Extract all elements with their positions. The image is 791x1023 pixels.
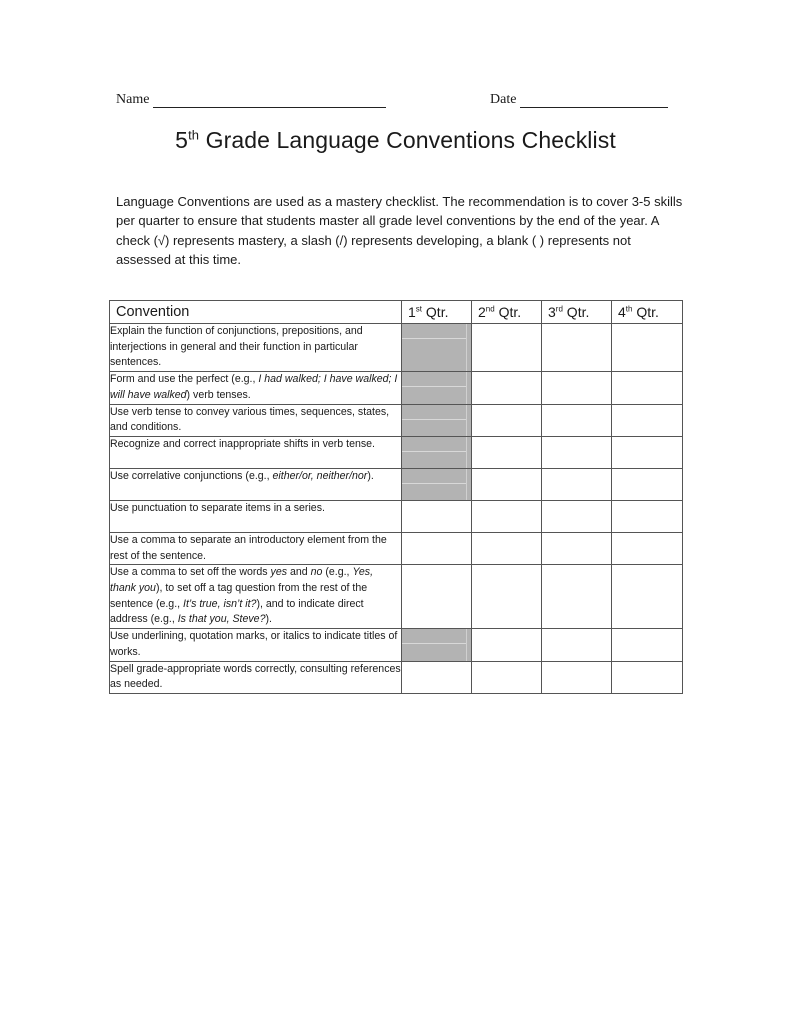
convention-cell (110, 372, 402, 404)
quarter-4-mark-cell[interactable] (612, 629, 683, 661)
quarter-4-mark-cell[interactable] (612, 468, 683, 500)
date-field[interactable] (490, 92, 668, 108)
table-row (110, 661, 683, 693)
convention-cell (110, 661, 402, 693)
quarter-2-mark-cell[interactable] (472, 532, 542, 564)
quarter-header-4 (612, 301, 683, 324)
table-row (110, 532, 683, 564)
convention-cell (110, 324, 402, 372)
quarter-4-mark-cell[interactable] (612, 532, 683, 564)
title-grade-suffix: th (188, 127, 200, 143)
table-body (110, 324, 683, 694)
quarter-2-mark-cell[interactable] (472, 372, 542, 404)
quarter-4-mark-cell[interactable] (612, 661, 683, 693)
convention-text: Use underlining, quotation marks, or italics to indicate titles of works. (110, 630, 398, 659)
quarter-1-mark-cell[interactable] (402, 661, 472, 693)
convention-text: Spell grade-appropriate words correctly, consulting references as needed. (110, 662, 401, 691)
quarter-3-mark-cell[interactable] (542, 629, 612, 661)
quarter-2-mark-cell[interactable] (472, 629, 542, 661)
convention-example-text: either/or, neither/nor (272, 469, 368, 482)
convention-text: Use a comma to separate an introductory element from the rest of the sentence. (110, 533, 387, 562)
quarter-4-mark-cell[interactable] (612, 372, 683, 404)
quarter-header-3 (542, 301, 612, 324)
convention-text: Recognize and correct inappropriate shifts in verb tense. (110, 437, 375, 450)
convention-header: Convention (110, 301, 402, 324)
convention-cell (110, 468, 402, 500)
quarter-2-mark-cell[interactable] (472, 565, 542, 629)
quarter-2-mark-cell[interactable] (472, 661, 542, 693)
quarter-1-mark-cell[interactable] (402, 436, 472, 468)
quarter-1-mark-cell[interactable] (402, 565, 472, 629)
quarter-label: Qtr. (562, 304, 590, 320)
convention-text: Use a comma to set off the words (110, 566, 271, 579)
quarter-number: 3 (548, 304, 556, 320)
quarter-3-mark-cell[interactable] (542, 661, 612, 693)
quarter-1-mark-cell[interactable] (402, 500, 472, 532)
quarter-3-mark-cell[interactable] (542, 500, 612, 532)
table-row (110, 468, 683, 500)
quarter-4-mark-cell[interactable] (612, 436, 683, 468)
convention-example-text: Yes, thank you (110, 566, 374, 595)
conventions-table (109, 300, 683, 694)
quarter-number: 2 (478, 304, 486, 320)
quarter-3-mark-cell[interactable] (542, 324, 612, 372)
quarter-4-mark-cell[interactable] (612, 565, 683, 629)
convention-text: Use punctuation to separate items in a series. (110, 501, 325, 514)
name-label: Name (116, 92, 150, 107)
table-row (110, 404, 683, 436)
quarter-number: 1 (408, 304, 416, 320)
convention-text: ), to set off a tag question from the rest of the sentence (e.g., (110, 582, 368, 610)
date-label: Date (490, 92, 517, 107)
table-row (110, 372, 683, 404)
convention-text: Explain the function of conjunctions, prepositions, and interjections in general and their function in particular sentences. (110, 325, 363, 369)
quarter-4-mark-cell[interactable] (612, 500, 683, 532)
quarter-label: Qtr. (632, 304, 659, 320)
convention-text: (e.g., (322, 566, 353, 579)
convention-example-text: Is that you, Steve? (177, 613, 266, 626)
title-text: Grade Language Conventions Checklist (205, 127, 616, 153)
table-row (110, 565, 683, 629)
quarter-1-mark-cell[interactable] (402, 404, 472, 436)
title-grade-number: 5 (175, 127, 189, 153)
quarter-ordinal-suffix: rd (555, 304, 563, 314)
quarter-1-mark-cell[interactable] (402, 629, 472, 661)
name-date-row (116, 92, 676, 112)
convention-cell (110, 532, 402, 564)
quarter-number: 4 (618, 304, 626, 320)
convention-cell (110, 500, 402, 532)
quarter-1-mark-cell[interactable] (402, 532, 472, 564)
convention-text: Use verb tense to convey various times, sequences, states, and conditions. (110, 405, 390, 434)
name-field[interactable] (116, 92, 386, 108)
convention-example-text: I had walked; I have walked; I will have walked (110, 373, 398, 401)
convention-text: Form and use the perfect (e.g., (110, 373, 259, 386)
convention-cell (110, 404, 402, 436)
convention-cell (110, 436, 402, 468)
convention-cell (110, 565, 402, 629)
table-row (110, 500, 683, 532)
quarter-2-mark-cell[interactable] (472, 436, 542, 468)
quarter-1-mark-cell[interactable] (402, 324, 472, 372)
convention-text: ), and to indicate direct address (e.g., (110, 597, 364, 626)
quarter-2-mark-cell[interactable] (472, 404, 542, 436)
quarter-label: Qtr. (494, 304, 522, 320)
quarter-header-2 (472, 301, 542, 324)
quarter-ordinal-suffix: th (625, 304, 633, 314)
quarter-1-mark-cell[interactable] (402, 372, 472, 404)
convention-cell (110, 629, 402, 661)
table-row (110, 629, 683, 661)
quarter-4-mark-cell[interactable] (612, 404, 683, 436)
convention-text: Use correlative conjunctions (e.g., (110, 469, 273, 482)
quarter-3-mark-cell[interactable] (542, 532, 612, 564)
convention-example-text: no (310, 566, 323, 579)
quarter-ordinal-suffix: nd (485, 304, 495, 314)
name-blank-line[interactable] (153, 93, 386, 108)
quarter-3-mark-cell[interactable] (542, 404, 612, 436)
quarter-1-mark-cell[interactable] (402, 468, 472, 500)
quarter-3-mark-cell[interactable] (542, 468, 612, 500)
convention-text: ). (367, 469, 374, 482)
convention-text: ) verb tenses. (186, 388, 251, 401)
quarter-ordinal-suffix: st (415, 304, 423, 314)
quarter-header-1 (402, 301, 472, 324)
intro-paragraph: Language Conventions are used as a mastery checklist. The recommendation is to cover 3-5 skills per quarter to ensure that students master all grade level conventions by the end of the year. A check (√) represents mastery, a slash (/) represents developing, a blank ( ) represents not assessed at this time. (116, 194, 683, 267)
page-title (0, 127, 791, 154)
date-blank-line[interactable] (520, 93, 668, 108)
quarter-3-mark-cell[interactable] (542, 565, 612, 629)
quarter-label: Qtr. (422, 304, 449, 320)
quarter-2-mark-cell[interactable] (472, 324, 542, 372)
quarter-2-mark-cell[interactable] (472, 500, 542, 532)
table-header-row (110, 301, 683, 324)
table-row (110, 436, 683, 468)
quarter-3-mark-cell[interactable] (542, 372, 612, 404)
quarter-2-mark-cell[interactable] (472, 468, 542, 500)
convention-example-text: yes (270, 566, 288, 579)
convention-text: and (287, 566, 311, 579)
convention-text: ). (265, 613, 272, 626)
table-row (110, 324, 683, 372)
quarter-3-mark-cell[interactable] (542, 436, 612, 468)
convention-example-text: It’s true, isn’t it? (183, 597, 257, 610)
quarter-4-mark-cell[interactable] (612, 324, 683, 372)
